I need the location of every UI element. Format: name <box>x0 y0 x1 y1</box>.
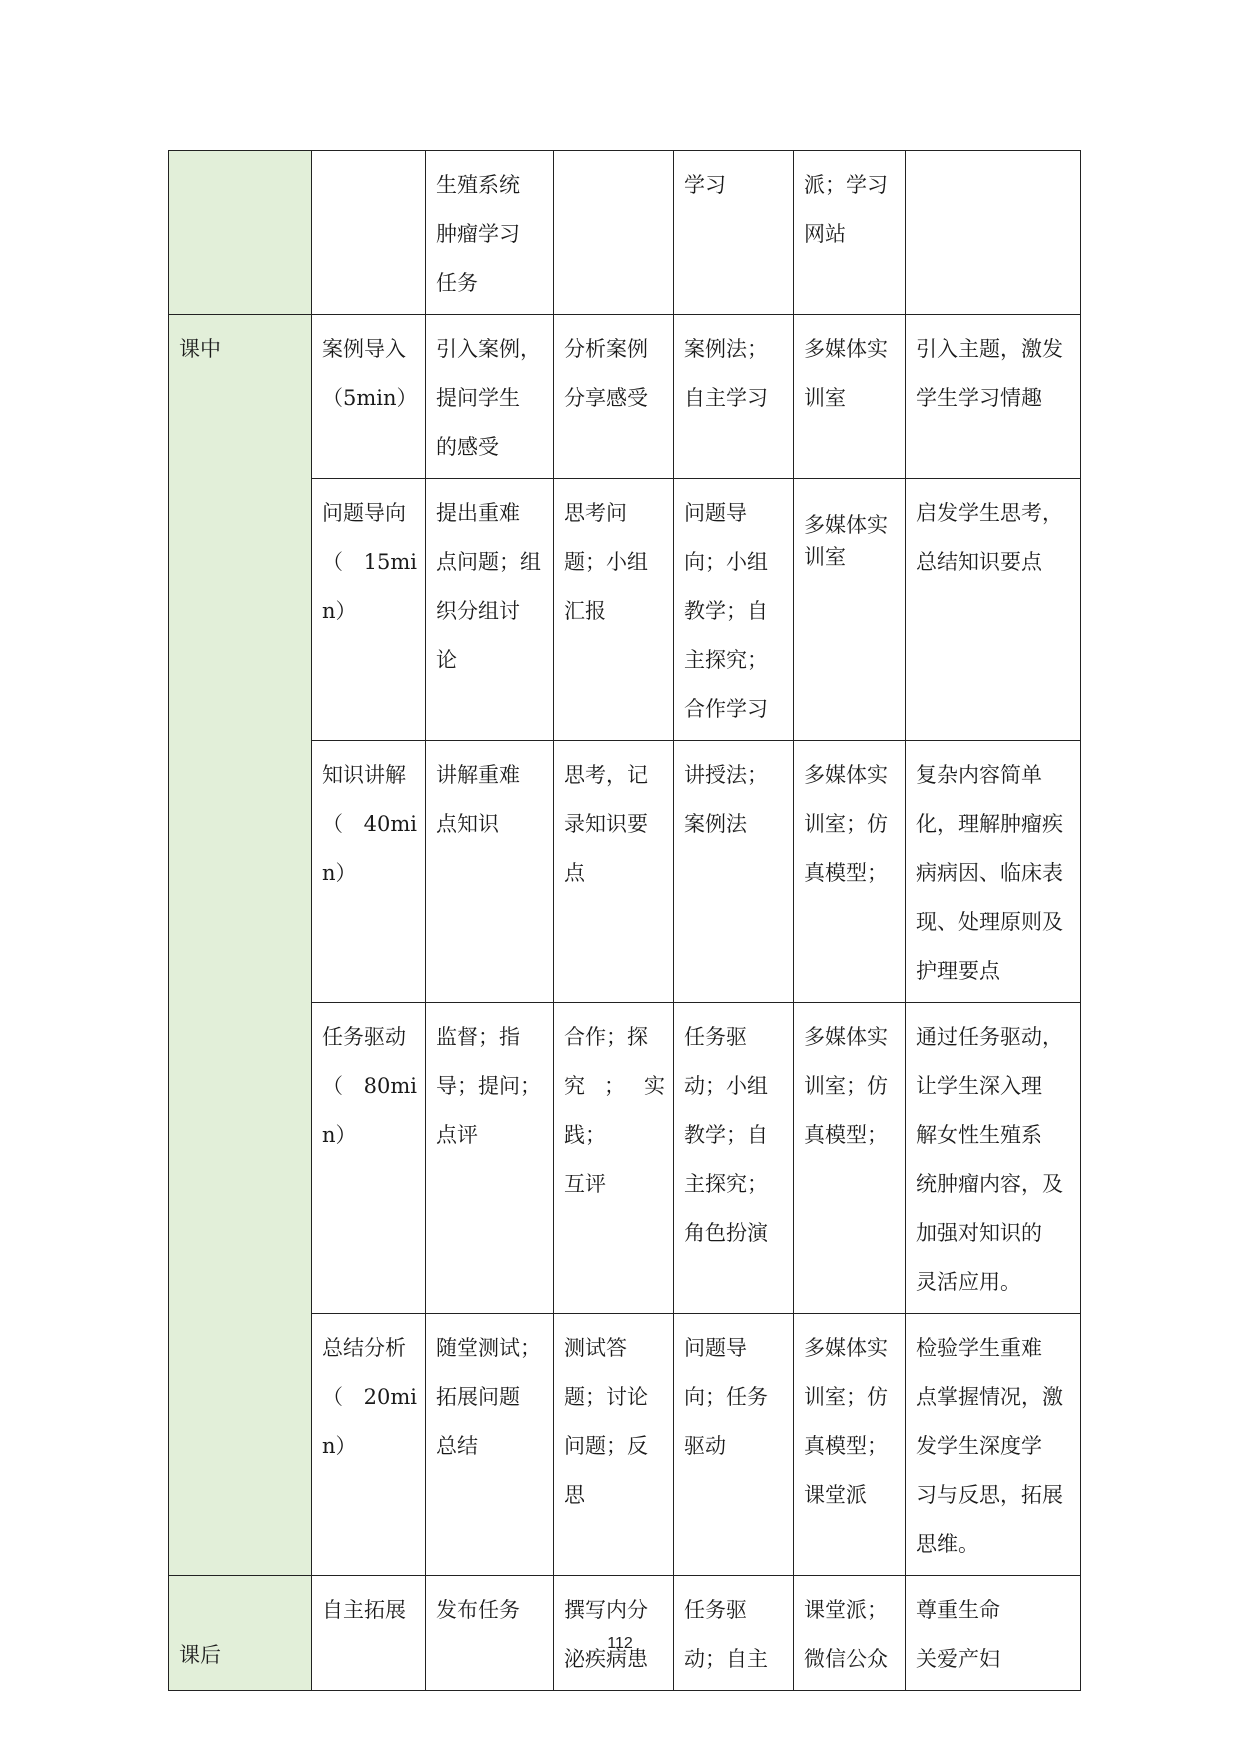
intent-cell <box>906 315 1081 479</box>
cell-text-line: 泌疾病患 <box>564 1647 648 1671</box>
cell-text-line: 学生学习情趣 <box>916 386 1042 410</box>
method-cell <box>674 1003 794 1314</box>
table-row <box>169 1576 1081 1691</box>
resource-cell <box>794 1003 906 1314</box>
method-cell <box>674 479 794 741</box>
intent-cell <box>906 1003 1081 1314</box>
cell-text-line: 驱动 <box>684 1434 726 1458</box>
stage-cell-in-class <box>169 315 312 1576</box>
method-cell <box>674 1314 794 1576</box>
cell-text-line: 角色扮演 <box>684 1221 768 1245</box>
cell-text-line: 让学生深入理 <box>916 1074 1042 1098</box>
cell-text-line: 学习 <box>684 173 726 197</box>
method-cell <box>674 1576 794 1691</box>
student-activity-cell <box>554 479 674 741</box>
cell-text-line: 点掌握情况，激 <box>916 1385 1063 1409</box>
cell-text-line: 导；提问； <box>436 1074 541 1098</box>
segment-title: 知识讲解 <box>322 763 406 787</box>
segment-title: 总结分析 <box>322 1336 406 1360</box>
cell-text-line: 化，理解肿瘤疾 <box>916 812 1063 836</box>
cell-text-line: 自主学习 <box>684 386 768 410</box>
stage-label: 课中 <box>179 337 221 361</box>
cell-text-line: 引入案例， <box>436 337 541 361</box>
cell-text-line: 提出重难 <box>436 501 520 525</box>
segment-cell-continued <box>312 151 426 315</box>
cell-text-line: 动；自主 <box>684 1647 768 1671</box>
cell-text-line: 点知识 <box>436 812 499 836</box>
lesson-plan-table <box>168 150 1081 1691</box>
stage-cell-continued <box>169 151 312 315</box>
intent-cell <box>906 151 1081 315</box>
segment-time: （20min） <box>322 1385 417 1458</box>
student-activity-cell <box>554 1314 674 1576</box>
cell-text-line: 引入主题，激发 <box>916 337 1063 361</box>
teacher-activity-cell <box>426 479 554 741</box>
cell-text-line: 训室；仿 <box>804 812 888 836</box>
segment-title: 任务驱动 <box>322 1025 406 1049</box>
cell-text-line: 教学；自 <box>684 1123 768 1147</box>
cell-text-line: 多媒体实 <box>804 1336 888 1360</box>
cell-text-line: 撰写内分 <box>564 1598 648 1622</box>
page-number: 112 <box>607 1635 633 1652</box>
cell-text-line: 总结知识要点 <box>916 550 1042 574</box>
cell-text-line: 训室；仿 <box>804 1385 888 1409</box>
cell-text-line: 拓展问题 <box>436 1385 520 1409</box>
cell-text-line: 思考问 <box>564 501 627 525</box>
cell-text-line: 问题导 <box>684 501 747 525</box>
cell-text-line: 网站 <box>804 222 846 246</box>
stage-label: 课后 <box>179 1643 221 1667</box>
cell-text-line: 案例法； <box>684 337 768 361</box>
cell-text-line: 尊重生命 <box>916 1598 1000 1622</box>
resource-cell <box>794 151 906 315</box>
cell-text-line: 现、处理原则及 <box>916 910 1063 934</box>
segment-time: （40min） <box>322 812 417 885</box>
cell-text-line: 向；小组 <box>684 550 768 574</box>
cell-text-line: 真模型； <box>804 1123 888 1147</box>
cell-text-line: 训室；仿 <box>804 1074 888 1098</box>
cell-text-line: 点 <box>564 861 585 885</box>
cell-text-line: 课堂派 <box>804 1483 867 1507</box>
table-row <box>169 315 1081 479</box>
segment-cell <box>312 315 426 479</box>
cell-text-line: 问题导 <box>684 1336 747 1360</box>
intent-cell <box>906 1576 1081 1691</box>
cell-text-line: 分享感受 <box>564 386 648 410</box>
resource-cell <box>794 741 906 1003</box>
cell-text-line: 教学；自 <box>684 599 768 623</box>
cell-text-line: 病病因、临床表 <box>916 861 1063 885</box>
method-cell <box>674 151 794 315</box>
segment-time: （15min） <box>322 550 417 623</box>
cell-text-line: 讲解重难 <box>436 763 520 787</box>
cell-text-line: 题；小组 <box>564 550 648 574</box>
cell-text-line: 总结 <box>436 1434 478 1458</box>
teacher-activity-cell <box>426 151 554 315</box>
cell-text-line: 点问题；组 <box>436 550 541 574</box>
cell-text-line: 分析案例 <box>564 337 648 361</box>
cell-text-line: 合作；探 <box>564 1025 648 1049</box>
student-activity-cell <box>554 315 674 479</box>
segment-cell <box>312 1576 426 1691</box>
cell-text-line: 生殖系统 <box>436 173 520 197</box>
teacher-activity-cell <box>426 1314 554 1576</box>
cell-text-line: 监督；指 <box>436 1025 520 1049</box>
resource-cell <box>794 479 906 741</box>
segment-time: （80min） <box>322 1074 417 1147</box>
cell-text-line: 真模型； <box>804 1434 888 1458</box>
cell-text-line: 动；小组 <box>684 1074 768 1098</box>
method-cell <box>674 315 794 479</box>
intent-cell <box>906 741 1081 1003</box>
teacher-activity-cell <box>426 1576 554 1691</box>
cell-text-line: 思 <box>564 1483 585 1507</box>
cell-text-line: 主探究； <box>684 648 768 672</box>
cell-text-line: 任务驱 <box>684 1598 747 1622</box>
stage-cell-after-class <box>169 1576 312 1691</box>
cell-text-line: 肿瘤学习 <box>436 222 520 246</box>
segment-cell <box>312 741 426 1003</box>
cell-text-line: 题；讨论 <box>564 1385 648 1409</box>
cell-text-line: 究；实践； <box>564 1074 665 1147</box>
cell-text-line: 发学生深度学 <box>916 1434 1042 1458</box>
cell-text-line: 加强对知识的 <box>916 1221 1042 1245</box>
student-activity-cell <box>554 1576 674 1691</box>
segment-cell <box>312 479 426 741</box>
cell-text-line: 案例法 <box>684 812 747 836</box>
cell-text-line: 护理要点 <box>916 959 1000 983</box>
cell-text-line: 合作学习 <box>684 697 768 721</box>
cell-text-line: 发布任务 <box>436 1598 520 1622</box>
cell-text-line: 多媒体实 <box>804 763 888 787</box>
segment-cell <box>312 1003 426 1314</box>
cell-text-line: 织分组讨 <box>436 599 520 623</box>
cell-text-line: 问题；反 <box>564 1434 648 1458</box>
cell-text-line: 真模型； <box>804 861 888 885</box>
teacher-activity-cell <box>426 315 554 479</box>
resource-cell <box>794 315 906 479</box>
cell-text-line: 测试答 <box>564 1336 627 1360</box>
cell-text-line: 复杂内容简单 <box>916 763 1042 787</box>
student-activity-cell <box>554 1003 674 1314</box>
cell-text-line: 微信公众 <box>804 1647 888 1671</box>
cell-text-line: 录知识要 <box>564 812 648 836</box>
cell-text-line: 习与反思，拓展 <box>916 1483 1063 1507</box>
cell-text-line: 随堂测试； <box>436 1336 541 1360</box>
cell-text-line: 通过任务驱动， <box>916 1025 1063 1049</box>
method-cell <box>674 741 794 1003</box>
student-activity-cell <box>554 741 674 1003</box>
cell-text-line: 启发学生思考， <box>916 501 1063 525</box>
cell-text-line: 多媒体实 <box>804 513 888 537</box>
cell-text-line: 检验学生重难 <box>916 1336 1042 1360</box>
segment-title: 案例导入 <box>322 337 406 361</box>
cell-text-line: 提问学生 <box>436 386 520 410</box>
cell-text-line: 灵活应用。 <box>916 1270 1021 1294</box>
intent-cell <box>906 479 1081 741</box>
cell-text-line: 关爱产妇 <box>916 1647 1000 1671</box>
cell-text-line: 多媒体实 <box>804 337 888 361</box>
cell-text-line: 互评 <box>564 1172 606 1196</box>
cell-text-line: 点评 <box>436 1123 478 1147</box>
intent-cell <box>906 1314 1081 1576</box>
student-activity-cell <box>554 151 674 315</box>
cell-text-line: 思维。 <box>916 1532 979 1556</box>
cell-text-line: 讲授法； <box>684 763 768 787</box>
cell-text-line: 课堂派； <box>804 1598 888 1622</box>
cell-text-line: 任务驱 <box>684 1025 747 1049</box>
segment-cell <box>312 1314 426 1576</box>
cell-text-line: 论 <box>436 648 457 672</box>
cell-text-line: 派；学习 <box>804 173 888 197</box>
segment-title: 自主拓展 <box>322 1598 406 1622</box>
cell-text-line: 汇报 <box>564 599 606 623</box>
teacher-activity-cell <box>426 741 554 1003</box>
cell-text-line: 向；任务 <box>684 1385 768 1409</box>
cell-text-line: 训室 <box>804 545 846 569</box>
cell-text-line: 训室 <box>804 386 846 410</box>
cell-text-line: 多媒体实 <box>804 1025 888 1049</box>
cell-text-line: 的感受 <box>436 435 499 459</box>
cell-text-line: 解女性生殖系 <box>916 1123 1042 1147</box>
segment-title: 问题导向 <box>322 501 406 525</box>
table-row <box>169 151 1081 315</box>
resource-cell <box>794 1576 906 1691</box>
resource-cell <box>794 1314 906 1576</box>
cell-text-line: 主探究； <box>684 1172 768 1196</box>
teacher-activity-cell <box>426 1003 554 1314</box>
cell-text-line: 统肿瘤内容，及 <box>916 1172 1063 1196</box>
segment-time: （5min） <box>322 386 418 410</box>
cell-text-line: 任务 <box>436 271 478 295</box>
cell-text-line: 思考，记 <box>564 763 648 787</box>
